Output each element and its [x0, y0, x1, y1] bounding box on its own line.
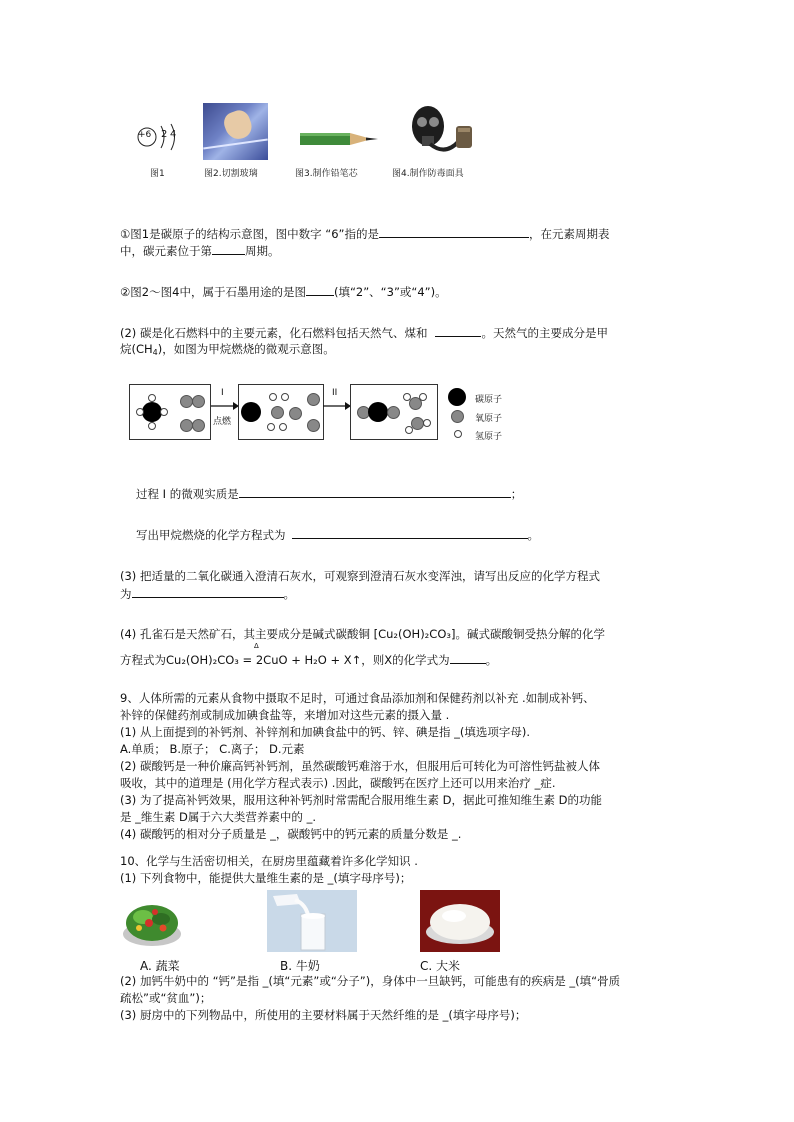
food-c-caption: C. 大米 — [420, 959, 461, 973]
hydrogen-atom — [403, 393, 411, 401]
q2b-process-blank[interactable] — [239, 485, 511, 498]
hydrogen-atom — [423, 419, 431, 427]
q10-line1: 10、化学与生活密切相关，在厨房里蕴藏着许多化学知识 . — [120, 854, 418, 868]
hydrogen-atom — [160, 408, 168, 416]
diagram-box-atoms — [238, 384, 324, 440]
hydrogen-atom — [267, 423, 275, 431]
oxygen-atom — [192, 395, 205, 408]
q9-line9: (4) 碳酸钙的相对分子质量是 _，碳酸钙中的钙元素的质量分数是 _. — [120, 827, 462, 841]
q2-line2-b: )，如图为甲烷燃烧的微观示意图。 — [157, 342, 335, 356]
q3-line2-text: 为 — [120, 587, 132, 601]
oxygen-atom — [289, 407, 302, 420]
milk-icon — [267, 890, 357, 952]
arrow2-label: II — [332, 388, 338, 398]
figure4-caption: 图4.制作防毒面具 — [392, 169, 464, 179]
oxygen-atom — [387, 406, 400, 419]
q4-line2-tail: 。 — [485, 653, 498, 667]
q1a-line — [120, 225, 610, 242]
q2b-process-tail: ； — [510, 487, 523, 501]
q9-line3: (1) 从上面提到的补钙剂、补锌剂和加碘食盐中的钙、锌、碘是指 _(填选项字母). — [120, 725, 530, 739]
q2-fuel-blank[interactable] — [435, 324, 481, 337]
food-b-caption: B. 牛奶 — [280, 959, 320, 973]
oxygen-atom — [307, 393, 320, 406]
carbon-atom-figure — [134, 120, 184, 154]
q2-line2-a: 烷(CH — [120, 342, 153, 356]
diagram-box-reactants — [129, 384, 211, 440]
q9-line7: (3) 为了提高补钙效果，服用这种补钙剂时常需配合服用维生素 D，据此可推知维生素 D的功能 — [120, 793, 602, 807]
q3-line2 — [120, 585, 295, 602]
gas-mask-photo — [400, 100, 478, 160]
q1b-blank[interactable] — [306, 283, 334, 296]
carbon-atom — [142, 402, 162, 422]
q10-line3: (2) 加钙牛奶中的 “钙”是指 _(填“元素”或“分子”)，身体中一旦缺钙，可能患有的疾病是 _(填“骨质 — [120, 974, 621, 988]
q3-line2-tail: 。 — [283, 587, 295, 601]
q4-line2-text: 方程式为Cu₂(OH)₂CO₃ = 2CuO + H₂O + X↑，则X的化学式为 — [120, 653, 450, 667]
oxygen-atom — [192, 419, 205, 432]
rice-icon — [420, 890, 500, 952]
legend-oxygen-label: 氧原子 — [475, 414, 503, 424]
arrow-process-1 — [211, 400, 239, 412]
q2-line1 — [120, 324, 608, 341]
hydrogen-atom — [148, 422, 156, 430]
hydrogen-atom — [148, 394, 156, 402]
oxygen-atom — [307, 419, 320, 432]
q2-line2 — [120, 341, 335, 361]
hydrogen-atom — [136, 408, 144, 416]
oxygen-atom — [271, 406, 284, 419]
q4-x-blank[interactable] — [450, 651, 486, 664]
diagram-box-products — [350, 384, 438, 440]
glass-cutting-photo — [203, 103, 268, 160]
figure2-caption: 图2.切割玻璃 — [204, 169, 258, 179]
figure3-caption: 图3.制作铅笔芯 — [295, 169, 358, 179]
gas-mask-icon — [400, 100, 478, 160]
legend-carbon-icon — [448, 388, 466, 406]
q10-line5: (3) 厨房中的下列物品中，所使用的主要材料属于天然纤维的是 _(填字母序号)； — [120, 1008, 527, 1022]
vegetables-photo — [121, 890, 183, 952]
legend-hydrogen-label: 氢原子 — [475, 432, 503, 442]
legend-oxygen-icon — [451, 410, 464, 423]
q1b-line — [120, 283, 447, 300]
q9-line6: 吸收，其中的道理是 (用化学方程式表示) .因此，碳酸钙在医疗上还可以用来治疗 _症. — [120, 776, 556, 790]
hydrogen-atom — [269, 393, 277, 401]
carbon-atom — [241, 402, 261, 422]
q4-line2 — [120, 651, 497, 668]
pencil-icon — [300, 130, 380, 148]
q9-line1: 9、人体所需的元素从食物中摄取不足时，可通过食品添加剂和保健药剂以补充 .如制成补钙、 — [120, 691, 595, 705]
salad-icon — [121, 890, 183, 952]
atom-shell1-label: 2 — [161, 129, 168, 140]
arrow-right-icon — [211, 400, 239, 412]
q9-line2: 补锌的保健药剂或制成加碘食盐等，来增加对这些元素的摄入量 . — [120, 708, 450, 722]
hydrogen-atom — [419, 393, 427, 401]
q1a-line2-tail: 周期。 — [245, 244, 280, 258]
q1a-line2-text: 中，碳元素位于第 — [120, 244, 212, 258]
q2b-eq-line — [136, 526, 539, 543]
food-a-caption: A. 蔬菜 — [140, 959, 180, 973]
hydrogen-atom — [281, 393, 289, 401]
q1a-text: ①图1是碳原子的结构示意图，图中数字 “6”指的是 — [120, 227, 380, 241]
q1a-tail: ，在元素周期表 — [529, 227, 610, 241]
arrow-process-2 — [323, 400, 351, 412]
atom-nucleus-label: +6 — [138, 130, 152, 140]
q1a-line2 — [120, 242, 280, 259]
pencil-photo — [300, 130, 380, 148]
q1b-text: ②图2～图4中，属于石墨用途的是图 — [120, 285, 306, 299]
q10-line4: 疏松”或“贫血”)； — [120, 991, 212, 1005]
q1b-tail: (填“2”、“3”或“4”)。 — [333, 285, 447, 299]
arrow-right-icon — [323, 400, 351, 412]
q1a-period-blank[interactable] — [212, 242, 245, 255]
q2b-eq-blank[interactable] — [292, 526, 528, 539]
q2-line1-tail: 。天然气的主要成分是甲 — [481, 326, 608, 340]
arrow1-sublabel: 点燃 — [213, 417, 232, 427]
q9-line4: A.单质； B.原子； C.离子； D.元素 — [120, 742, 305, 756]
q9-line8: 是 _维生素 D属于六大类营养素中的 _. — [120, 810, 316, 824]
q3-eq-blank[interactable] — [132, 585, 284, 598]
q2b-eq-text: 写出甲烷燃烧的化学方程式为 — [136, 528, 286, 542]
q4-line1: (4) 孔雀石是天然矿石，其主要成分是碱式碳酸铜 [Cu₂(OH)₂CO₃]。碱式碳酸铜受热分解的化学 — [120, 627, 605, 641]
milk-photo — [267, 890, 357, 952]
figure1-caption: 图1 — [150, 169, 165, 179]
carbon-atom — [368, 402, 388, 422]
hydrogen-atom — [279, 423, 287, 431]
q2-line2-sub: 4 — [152, 348, 158, 357]
rice-photo — [420, 890, 500, 952]
q1a-blank[interactable] — [379, 225, 529, 238]
q2b-process-line — [136, 485, 522, 502]
arrow1-label: I — [221, 388, 224, 398]
atom-shell2-label: 4 — [170, 129, 177, 140]
q3-line1: (3) 把适量的二氧化碳通入澄清石灰水，可观察到澄清石灰水变浑浊，请写出反应的化学方程式 — [120, 569, 600, 583]
q4-delta-sign: Δ — [254, 642, 259, 650]
hydrogen-atom — [405, 426, 413, 434]
legend-carbon-label: 碳原子 — [475, 395, 503, 405]
q2-line1-text: (2) 碳是化石燃料中的主要元素，化石燃料包括天然气、煤和 — [120, 326, 428, 340]
q2b-process-text: 过程 I 的微观实质是 — [136, 487, 239, 501]
q2b-eq-tail: 。 — [527, 528, 539, 542]
legend-hydrogen-icon — [454, 430, 462, 438]
q10-line2: (1) 下列食物中，能提供大量维生素的是 _(填字母序号)； — [120, 871, 412, 885]
q9-line5: (2) 碳酸钙是一种价廉高钙补钙剂，虽然碳酸钙难溶于水，但服用后可转化为可溶性钙盐被人体 — [120, 759, 600, 773]
